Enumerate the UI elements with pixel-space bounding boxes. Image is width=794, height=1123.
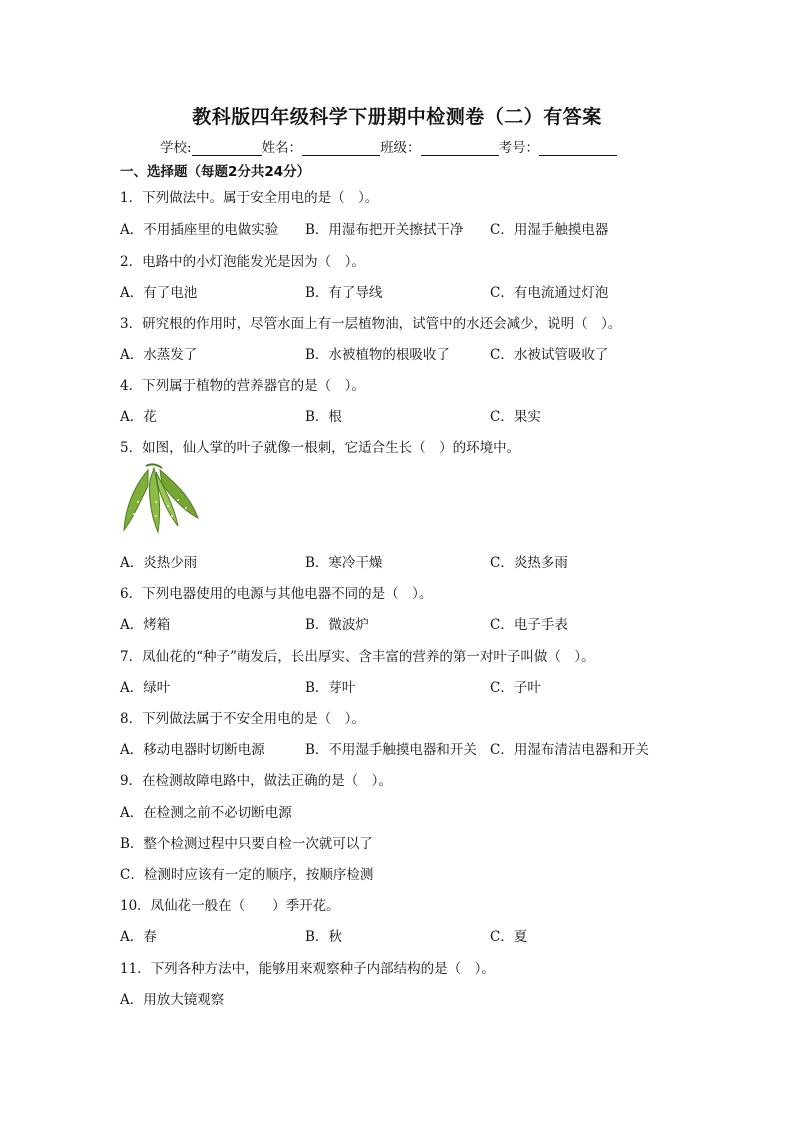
q10-option-b[interactable]: B．秋 bbox=[305, 929, 342, 945]
question-1: 1．下列做法中。属于安全用电的是（ ）。 bbox=[120, 190, 379, 206]
class-field[interactable] bbox=[421, 140, 499, 156]
question-10: 10．凤仙花一般在（ ）季开花。 bbox=[120, 898, 340, 914]
school-field[interactable] bbox=[192, 140, 262, 156]
q6-option-b[interactable]: B．微波炉 bbox=[305, 617, 369, 633]
question-5: 5．如图，仙人掌的叶子就像一根刺，它适合生长（ ）的环境中。 bbox=[120, 440, 521, 456]
q9-option-c[interactable]: C．检测时应该有一定的顺序，按顺序检测 bbox=[120, 867, 374, 883]
q6-option-c[interactable]: C．电子手表 bbox=[490, 617, 568, 633]
q8-option-b[interactable]: B．不用湿手触摸电器和开关 bbox=[305, 742, 477, 758]
page-title: 教科版四年级科学下册期中检测卷（二）有答案 bbox=[192, 106, 602, 128]
section-heading: 一、选择题（每题2分共24分） bbox=[120, 164, 311, 180]
q7-option-b[interactable]: B．芽叶 bbox=[305, 680, 356, 696]
q8-option-a[interactable]: A．移动电器时切断电源 bbox=[120, 742, 265, 758]
question-7: 7．凤仙花的“种子”萌发后，长出厚实、含丰富的营养的第一对叶子叫做（ ）。 bbox=[120, 649, 595, 665]
question-4: 4．下列属于植物的营养器官的是（ ）。 bbox=[120, 378, 365, 394]
q2-option-c[interactable]: C．有电流通过灯泡 bbox=[490, 285, 609, 301]
name-field[interactable] bbox=[302, 140, 380, 156]
q9-option-b[interactable]: B．整个检测过程中只要自检一次就可以了 bbox=[120, 836, 373, 852]
question-11: 11．下列各种方法中，能够用来观察种子内部结构的是（ ）。 bbox=[120, 961, 495, 977]
q5-option-c[interactable]: C．炎热多雨 bbox=[490, 555, 568, 571]
q1-option-b[interactable]: B．用湿布把开关擦拭干净 bbox=[305, 222, 464, 238]
q3-option-b[interactable]: B．水被植物的根吸收了 bbox=[305, 347, 450, 363]
student-info-row bbox=[160, 136, 617, 156]
q1-option-c[interactable]: C．用湿手触摸电器 bbox=[490, 222, 609, 238]
cactus-leaf-image bbox=[118, 462, 202, 534]
name-label: 姓名： bbox=[261, 140, 303, 156]
q4-option-a[interactable]: A．花 bbox=[120, 409, 157, 425]
q11-option-a[interactable]: A．用放大镜观察 bbox=[120, 992, 225, 1008]
question-3: 3．研究根的作用时，尽管水面上有一层植物油，试管中的水还会减少，说明（ ）。 bbox=[120, 316, 622, 332]
q2-option-b[interactable]: B．有了导线 bbox=[305, 285, 383, 301]
q6-option-a[interactable]: A．烤箱 bbox=[120, 617, 171, 633]
q8-option-c[interactable]: C．用湿布清洁电器和开关 bbox=[490, 742, 649, 758]
q7-option-c[interactable]: C．子叶 bbox=[490, 680, 541, 696]
q4-option-b[interactable]: B．根 bbox=[305, 409, 342, 425]
q3-option-a[interactable]: A．水蒸发了 bbox=[120, 347, 198, 363]
q3-option-c[interactable]: C．水被试管吸收了 bbox=[490, 347, 609, 363]
q4-option-c[interactable]: C．果实 bbox=[490, 409, 541, 425]
q2-option-a[interactable]: A．有了电池 bbox=[120, 285, 198, 301]
school-label: 学校: bbox=[160, 140, 192, 156]
q7-option-a[interactable]: A．绿叶 bbox=[120, 680, 171, 696]
q5-option-b[interactable]: B．寒冷干燥 bbox=[305, 555, 383, 571]
q9-option-a[interactable]: A．在检测之前不必切断电源 bbox=[120, 805, 292, 821]
question-8: 8．下列做法属于不安全用电的是（ ）。 bbox=[120, 711, 365, 727]
q5-option-a[interactable]: A．炎热少雨 bbox=[120, 555, 198, 571]
question-2: 2．电路中的小灯泡能发光是因为（ ）。 bbox=[120, 254, 365, 270]
number-label: 考号： bbox=[498, 140, 540, 156]
q10-option-c[interactable]: C．夏 bbox=[490, 929, 528, 945]
q1-option-a[interactable]: A．不用插座里的电做实验 bbox=[120, 222, 279, 238]
class-label: 班级： bbox=[380, 140, 421, 156]
number-field[interactable] bbox=[539, 140, 617, 156]
q10-option-a[interactable]: A．春 bbox=[120, 929, 157, 945]
question-6: 6．下列电器使用的电源与其他电器不同的是（ ）。 bbox=[120, 586, 433, 602]
question-9: 9．在检测故障电路中，做法正确的是（ ）。 bbox=[120, 773, 392, 789]
